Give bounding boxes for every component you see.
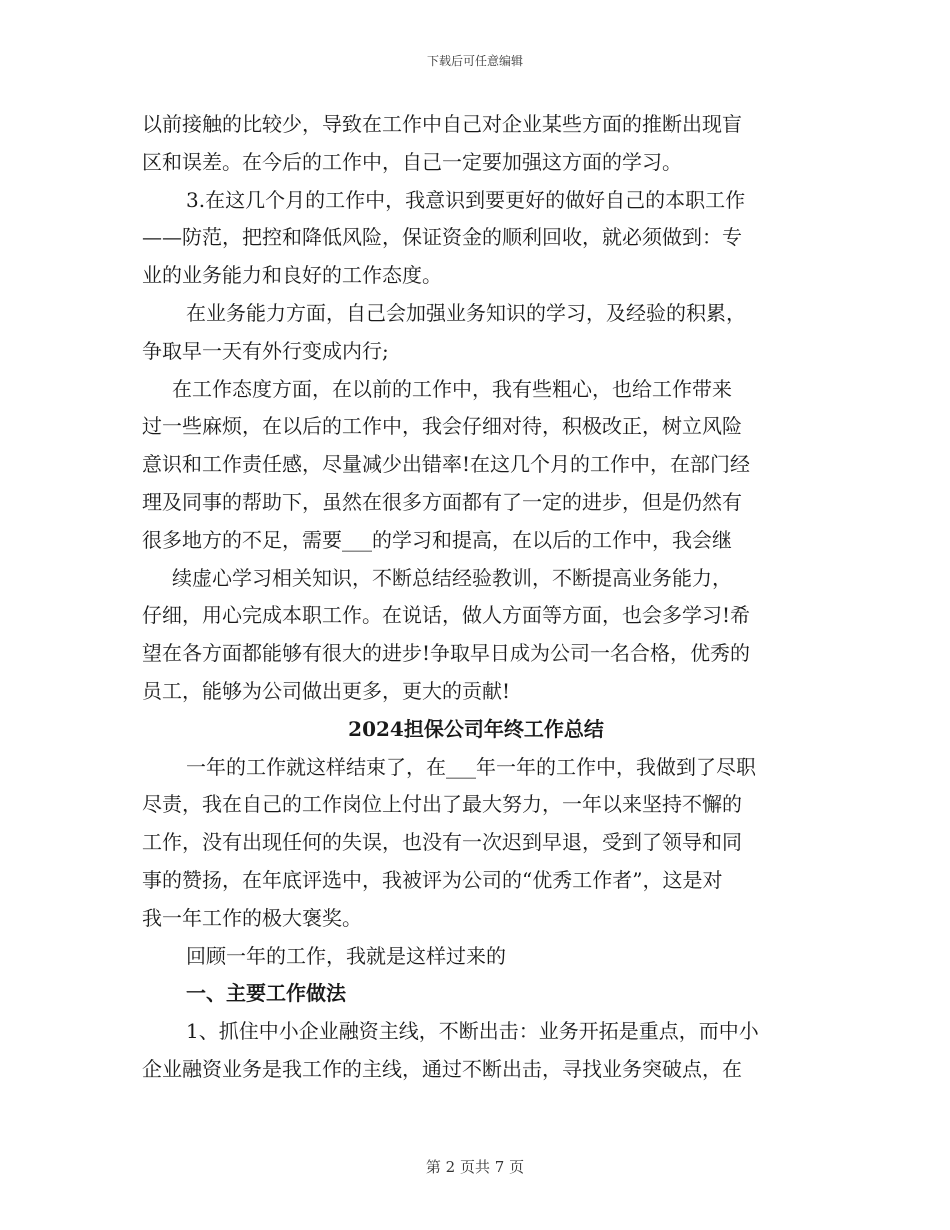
text-line: 在工作态度方面，在以前的工作中，我有些粗心，也给工作带来 (172, 376, 732, 401)
text-line: 区和误差。在今后的工作中，自己一定要加强这方面的学习。 (142, 149, 682, 174)
text-line: 员工，能够为公司做出更多，更大的贡献! (142, 678, 511, 703)
text-line: 续虚心学习相关知识，不断总结经验教训，不断提高业务能力， (172, 565, 732, 590)
section-heading: 一、主要工作做法 (186, 981, 346, 1006)
text-line: ——防范，把控和降低风险，保证资金的顺利回收，就必须做到：专 (142, 225, 742, 250)
text-line: 事的赞扬，在年底评选中，我被评为公司的“优秀工作者”，这是对 (142, 867, 723, 892)
text-line: 尽责，我在自己的工作岗位上付出了最大努力，一年以来坚持不懈的 (142, 792, 742, 817)
text-line: 回顾一年的工作，我就是这样过来的 (186, 943, 506, 968)
text-line: 一年的工作就这样结束了，在___年一年的工作中，我做到了尽职 (186, 754, 756, 779)
text-line: 很多地方的不足，需要___的学习和提高，在以后的工作中，我会继 (142, 527, 732, 552)
text-line: 理及同事的帮助下，虽然在很多方面都有了一定的进步，但是仍然有 (142, 489, 742, 514)
text-line: 仔细，用心完成本职工作。在说话，做人方面等方面，也会多学习!希 (142, 603, 751, 628)
text-line: 以前接触的比较少，导致在工作中自己对企业某些方面的推断出现盲 (142, 112, 742, 136)
text-line: 1、抓住中小企业融资主线，不断出击：业务开拓是重点，而中小 (186, 1019, 759, 1044)
text-line: 3.在这几个月的工作中，我意识到要更好的做好自己的本职工作 (186, 187, 746, 212)
text-line: 我一年工作的极大褒奖。 (142, 905, 362, 930)
text-line: 争取早一天有外行变成内行; (142, 338, 389, 363)
document-body (142, 106, 810, 1089)
section-title: 2024担保公司年终工作总结 (348, 716, 604, 741)
text-line: 企业融资业务是我工作的主线，通过不断出击，寻找业务突破点，在 (142, 1056, 742, 1081)
page-footer: 第 2 页共 7 页 (425, 1158, 525, 1176)
text-line: 业的业务能力和良好的工作态度。 (142, 263, 442, 288)
page-header: 下载后可任意编辑 (426, 54, 523, 68)
text-line: 过一些麻烦，在以后的工作中，我会仔细对待，积极改正，树立风险 (142, 414, 742, 439)
text-line: 在业务能力方面，自己会加强业务知识的学习，及经验的积累， (186, 300, 746, 325)
text-line: 望在各方面都能够有很大的进步!争取早日成为公司一名合格，优秀的 (142, 641, 751, 666)
text-line: 工作，没有出现任何的失误，也没有一次迟到早退，受到了领导和同 (142, 830, 742, 855)
text-line: 意识和工作责任感，尽量减少出错率!在这几个月的工作中，在部门经 (142, 452, 751, 477)
